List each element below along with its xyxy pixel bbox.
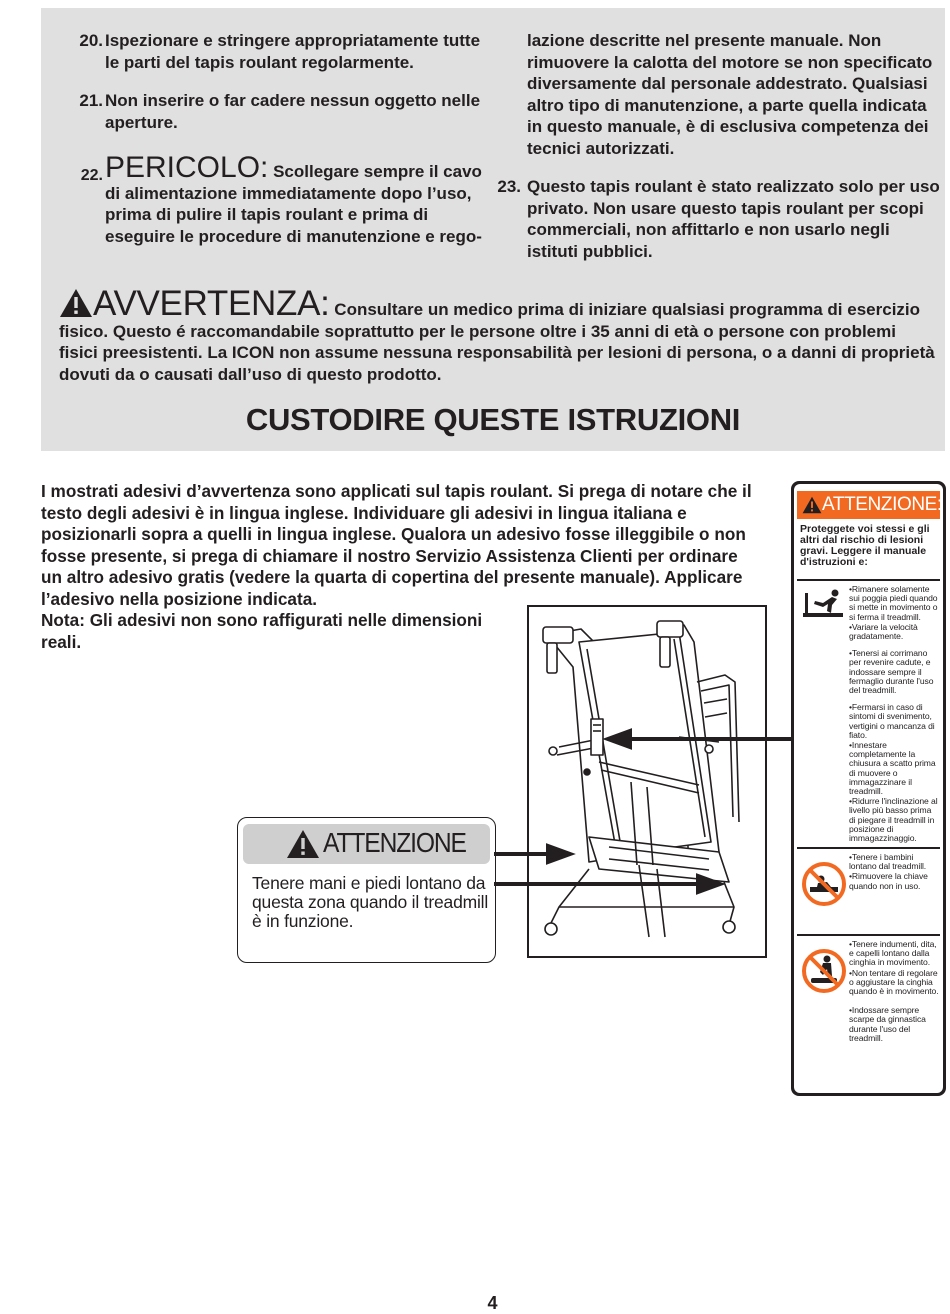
safety-item-21 xyxy=(59,90,489,133)
item-text: Non inserire o far cadere nessun oggetto nelle aperture. xyxy=(105,91,481,132)
decal-bullet: •Rimuovere la chiave quando non in uso. xyxy=(849,871,928,891)
decal-text-group-2 xyxy=(849,853,939,891)
decal-bullet: •Rimanere solamente sui poggia piedi quando si mette in movimento o si ferma il treadmill. xyxy=(849,584,938,622)
main-decal-header xyxy=(797,491,940,519)
warning-paragraph xyxy=(59,284,939,385)
safety-item-22-continued: lazione descritte nel presente manuale. Non rimuovere la calotta del motore se non specificato diversamente dal personale addestrato. Qualsiasi altro tipo di manutenzione, a parte quella indicata in questo manuale, è di esclusiva competenza dei tecnici autorizzati. xyxy=(527,31,933,158)
treadmill-illustration xyxy=(527,605,767,958)
safety-column-left xyxy=(59,30,489,247)
small-decal-header xyxy=(243,824,490,864)
decal-bullet: •Fermarsi in caso di sintomi di svenimento, vertigini o mancanza di fiato. xyxy=(849,702,935,740)
small-decal-text: Tenere mani e piedi lontano da questa zona quando il treadmill è in funzione. xyxy=(252,873,489,931)
decal-text-group-3 xyxy=(849,940,939,1043)
decal-bullet: •Indossare sempre scarpe da ginnastica durante l'uso del treadmill. xyxy=(849,1005,926,1043)
item-number: 22. xyxy=(80,167,103,184)
item-text: Ispezionare e stringere appropriatamente tutte le parti del tapis roulant regolarmente. xyxy=(105,31,481,72)
keep-instructions-heading: CUSTODIRE QUESTE ISTRUZIONI xyxy=(245,402,741,437)
warning-triangle-icon xyxy=(59,288,93,318)
intro-text: I mostrati adesivi d’avvertenza sono applicati sul tapis roulant. Si prega di notare che il testo degli adesivi è in lingua inglese. Individuare gli adesivi in lingua italiana e posizionarli sopra a quelli in lingua inglese. Qualora un adesivo fosse illeggibile o non fosse presente, si prega di chiamare il nostro Servizio Assistenza Clienti per ordinare un altro adesivo gratis (vedere la quarta di copertina del presente manuale). Applicare l’adesivo nella posizione indicata. xyxy=(41,481,752,609)
item-number: 23. xyxy=(497,177,521,196)
main-decal-intro: Proteggete voi stessi e gli altri dal rischio di lesioni gravi. Leggere il manuale d'istruzioni e: xyxy=(800,523,930,568)
decal-bullet: •Non tentare di regolare o aggiustare la cinghia quando è in movimento. xyxy=(849,967,939,997)
main-decal-title: ATTENZIONE: xyxy=(822,494,942,515)
item-text: Questo tapis roulant è stato realizzato solo per uso privato. Non usare questo tapis roulant per scopi commerciali, non affittarlo e non usarlo negli istituti pubblici. xyxy=(527,177,940,261)
page-number: 4 xyxy=(487,1293,498,1313)
person-on-treadmill-icon xyxy=(801,587,847,623)
hand-foot-warning-decal xyxy=(237,817,496,963)
treadmill-drawing xyxy=(529,607,765,956)
item-number: 20. xyxy=(79,31,103,50)
decal-bullet: •Innestare completamente la chiusura a scatto prima di muovere o immagazzinare il treadmill. xyxy=(849,740,936,797)
small-decal-title: ATTENZIONE xyxy=(323,827,466,858)
warning-triangle-icon xyxy=(286,829,320,859)
main-decal-body xyxy=(794,484,943,1093)
no-touch-belt-icon xyxy=(801,948,847,994)
no-children-icon xyxy=(801,861,847,907)
danger-keyword: PERICOLO: xyxy=(105,151,269,184)
decal-text-group-1 xyxy=(849,585,939,843)
warning-keyword: AVVERTENZA: xyxy=(93,284,330,323)
safety-item-20 xyxy=(59,30,489,73)
note-text: Nota: Gli adesivi non sono raffigurati nelle dimensioni reali. xyxy=(41,610,483,652)
safety-column-right xyxy=(497,30,942,262)
decal-bullet: •Tenere indumenti, dita, e capelli lontano dalla cinghia in movimento. xyxy=(849,939,937,968)
decal-section-children xyxy=(797,847,940,936)
main-warning-decal xyxy=(791,481,946,1096)
decal-bullet: •Tenersi ai corrimano per revenire cadute, e indossare sempre il fermaglio durante l'uso del treadmill. xyxy=(849,648,934,696)
decal-section-belt xyxy=(797,934,940,1086)
item-text: Scollegare sempre il cavo di alimentazione immediatamente dopo l’uso, prima di pulire il tapis roulant e prima di eseguire le procedure di manutenzione e rego- xyxy=(105,162,482,246)
safety-item-23 xyxy=(497,176,942,262)
decal-bullet: •Tenere i bambini lontano dal treadmill. xyxy=(849,852,927,872)
decal-bullet: •Ridurre l'inclinazione al livello più basso prima di piegare il treadmill in posizione di immagazzinaggio. xyxy=(849,796,938,844)
decal-bullet: •Variare la velocità gradatamente. xyxy=(849,621,918,642)
decal-section-footrails xyxy=(797,579,940,843)
item-number: 21. xyxy=(79,91,103,110)
safety-item-22 xyxy=(59,151,489,247)
warning-text: Consultare un medico prima di iniziare qualsiasi programma di esercizio fisico. Questo é raccomandabile soprattutto per le persone oltre i 35 anni di età o persone con problemi fisici preesistenti. La ICON non assume nessuna responsabilità per lesioni di persona, o a danni di proprietà dovuti da o causati dall’uso di questo prodotto. xyxy=(59,300,935,384)
safety-instructions-box xyxy=(41,8,945,451)
warning-triangle-icon xyxy=(802,496,822,514)
